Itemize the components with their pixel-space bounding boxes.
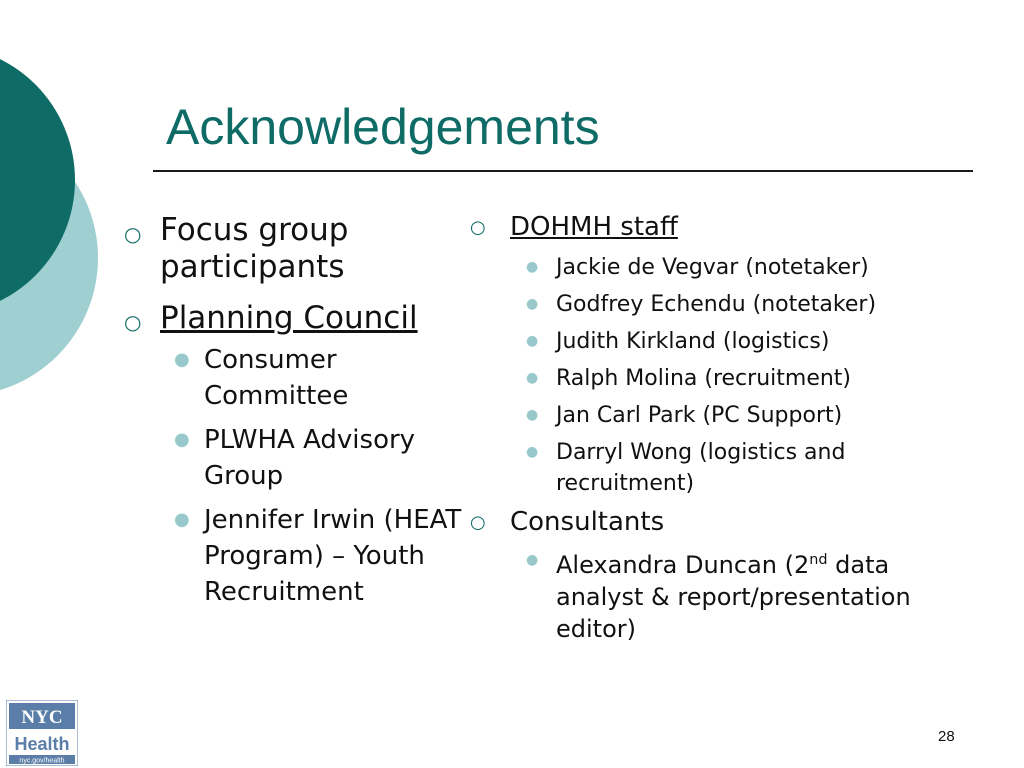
right-column [470,212,970,645]
list-item [124,300,494,337]
dot-bullet-icon: ● [526,370,539,387]
sub-list-item [522,286,970,323]
dot-bullet-icon: ● [526,407,539,424]
item-label: DOHMH staff [510,212,678,242]
hollow-bullet-icon: ○ [124,310,142,335]
subitem-label: Jan Carl Park (PC Support) [556,403,843,429]
sub-list-item [170,422,464,494]
sub-list-item [522,434,936,499]
sub-list-item [170,502,504,610]
list-item [470,507,970,538]
hollow-bullet-icon: ○ [124,222,142,246]
subitem-label-start: Alexandra Duncan (2 [556,551,810,580]
list-item [124,212,420,286]
sub-list-item [522,544,966,645]
hollow-bullet-icon: ○ [470,217,486,238]
title-divider [153,170,973,172]
dot-bullet-icon: ● [174,348,190,370]
subitem-label: Judith Kirkland (logistics) [556,329,830,355]
subitem-label: PLWHA Advisory Group [204,424,416,491]
list-item [470,212,970,243]
subitem-label: Jackie de Vegvar (notetaker) [556,255,869,281]
nyc-health-logo [6,700,78,766]
dot-bullet-icon: ● [526,444,539,461]
slide-title: Acknowledgements [166,99,600,155]
dot-bullet-icon: ● [526,552,539,569]
ordinal-superscript: nd [809,552,828,569]
dot-bullet-icon: ● [526,296,539,313]
dot-bullet-icon: ● [526,333,539,350]
hollow-bullet-icon: ○ [470,512,486,534]
subitem-label: Darryl Wong (logistics and recruitment) [556,440,846,497]
dot-bullet-icon: ● [174,428,190,450]
sub-list-item [170,342,404,414]
logo-line-health: Health [14,734,70,754]
sub-list-item [522,397,970,434]
subitem-label: Consumer Committee [204,344,349,411]
subitem-label: Jennifer Irwin (HEAT Program) – Youth Recruitment [204,504,462,607]
sub-list-item [522,360,970,397]
subitem-label: Godfrey Echendu (notetaker) [556,292,877,318]
page-number: 28 [938,728,955,745]
item-label: Planning Council [160,300,418,337]
sub-list-item [522,323,970,360]
item-label: Consultants [510,507,665,538]
logo-line-url: nyc.gov/health [19,757,65,765]
subitem-label-end: data analyst & report/presentation editor) [556,551,911,644]
decorative-circles [0,0,110,420]
dot-bullet-icon: ● [174,508,190,530]
dot-bullet-icon: ● [526,259,539,276]
left-column [124,212,494,610]
subitem-label: Ralph Molina (recruitment) [556,366,852,392]
item-label: Focus group participants [160,212,349,286]
logo-line-nyc: NYC [21,707,63,728]
sub-list-item [522,249,970,286]
